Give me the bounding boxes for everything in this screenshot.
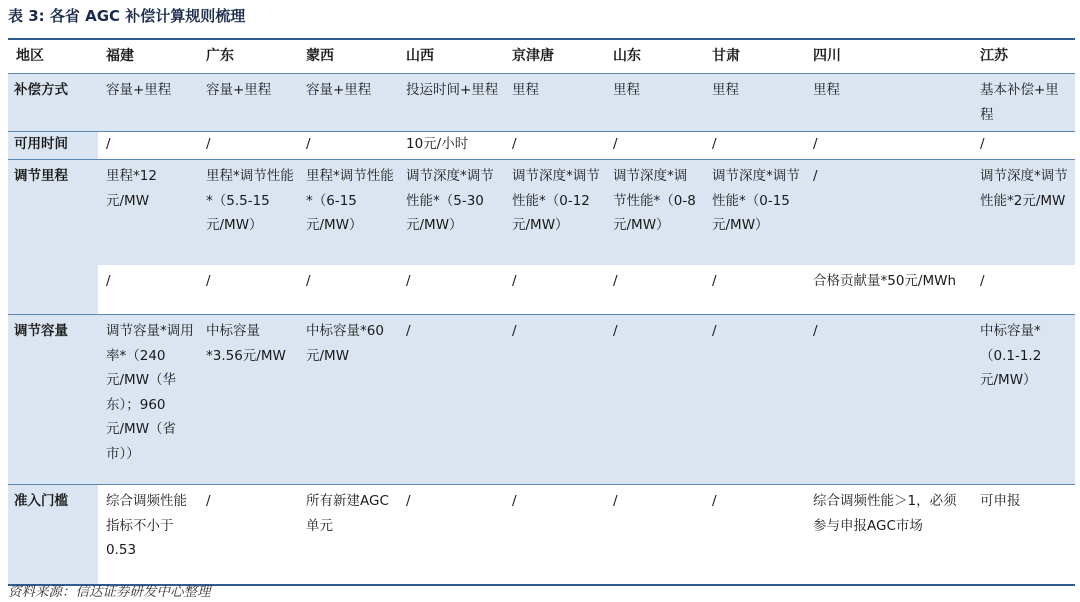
table-cell: 里程*调节性能*（5.5-15元/MW） [198, 160, 298, 265]
table-cell: / [805, 160, 972, 265]
table-cell: / [972, 132, 1075, 160]
table-cell: 基本补偿+里程 [972, 74, 1075, 132]
row-header: 补偿方式 [8, 74, 98, 132]
table-cell: 容量+里程 [198, 74, 298, 132]
table-row [8, 315, 1075, 485]
header-cell: 四川 [805, 39, 972, 74]
table-cell: 里程*12元/MW [98, 160, 198, 265]
table-cell: 所有新建AGC单元 [298, 485, 398, 585]
table-cell: 容量+里程 [98, 74, 198, 132]
row-header: 调节容量 [8, 315, 98, 485]
table-cell: / [704, 315, 805, 485]
header-cell: 山西 [398, 39, 504, 74]
table-cell: / [298, 132, 398, 160]
table-cell: 合格贡献量*50元/MWh [805, 265, 972, 315]
table-title: 表 3: 各省 AGC 补偿计算规则梳理 [8, 7, 246, 25]
table-cell: 综合调频性能指标不小于0.53 [98, 485, 198, 585]
table-cell: 里程 [704, 74, 805, 132]
table-row [8, 132, 1075, 160]
table-row [8, 160, 1075, 265]
table-cell: / [98, 265, 198, 315]
row-header: 调节里程 [8, 160, 98, 315]
table-cell: 里程 [605, 74, 704, 132]
table-cell: / [605, 265, 704, 315]
table-cell: / [805, 132, 972, 160]
table-cell: 中标容量*60元/MW [298, 315, 398, 485]
table-cell: 容量+里程 [298, 74, 398, 132]
table-cell: 10元/小时 [398, 132, 504, 160]
table-row [8, 74, 1075, 132]
table-cell: 综合调频性能＞1，必须参与申报AGC市场 [805, 485, 972, 585]
header-cell: 福建 [98, 39, 198, 74]
table-cell: / [704, 132, 805, 160]
table-cell: 投运时间+里程 [398, 74, 504, 132]
table-cell: 里程*调节性能*（6-15元/MW） [298, 160, 398, 265]
table-cell: / [98, 132, 198, 160]
header-cell: 京津唐 [504, 39, 605, 74]
table-cell: 调节容量*调用率*（240元/MW（华东）；960元/MW（省市）） [98, 315, 198, 485]
table-cell: / [972, 265, 1075, 315]
table-cell: 里程 [504, 74, 605, 132]
table-header-row [8, 39, 1075, 74]
header-cell: 山东 [605, 39, 704, 74]
table-cell: / [704, 265, 805, 315]
source-note: 资料来源：信达证券研发中心整理 [8, 584, 211, 600]
table-cell: / [504, 485, 605, 585]
table-row [8, 485, 1075, 585]
agc-compensation-table [8, 38, 1075, 586]
table-cell: 调节深度*调节性能*（0-12元/MW） [504, 160, 605, 265]
table-cell: / [704, 485, 805, 585]
row-header: 准入门槛 [8, 485, 98, 585]
table-cell: / [398, 265, 504, 315]
table-cell: / [398, 485, 504, 585]
table-cell: 中标容量*（0.1-1.2元/MW） [972, 315, 1075, 485]
table-cell: / [605, 315, 704, 485]
table-cell: 调节深度*调节性能*（0-15元/MW） [704, 160, 805, 265]
table-cell: 中标容量*3.56元/MW [198, 315, 298, 485]
table-cell: / [198, 485, 298, 585]
header-cell: 蒙西 [298, 39, 398, 74]
row-header: 可用时间 [8, 132, 98, 160]
table-cell: 可申报 [972, 485, 1075, 585]
header-cell: 地区 [8, 39, 98, 74]
table-row [8, 265, 1075, 315]
table-cell: 调节深度*调节性能*（0-8元/MW） [605, 160, 704, 265]
table-cell: / [504, 132, 605, 160]
table-cell: 里程 [805, 74, 972, 132]
table-cell: / [504, 315, 605, 485]
table-cell: / [605, 485, 704, 585]
table-cell: / [298, 265, 398, 315]
table-cell: / [398, 315, 504, 485]
table-cell: 调节深度*调节性能*（5-30元/MW） [398, 160, 504, 265]
header-cell: 甘肃 [704, 39, 805, 74]
table-cell: / [605, 132, 704, 160]
table-cell: / [805, 315, 972, 485]
header-cell: 广东 [198, 39, 298, 74]
table-cell: / [198, 265, 298, 315]
table-cell: / [504, 265, 605, 315]
table-cell: / [198, 132, 298, 160]
table-cell: 调节深度*调节性能*2元/MW [972, 160, 1075, 265]
header-cell: 江苏 [972, 39, 1075, 74]
